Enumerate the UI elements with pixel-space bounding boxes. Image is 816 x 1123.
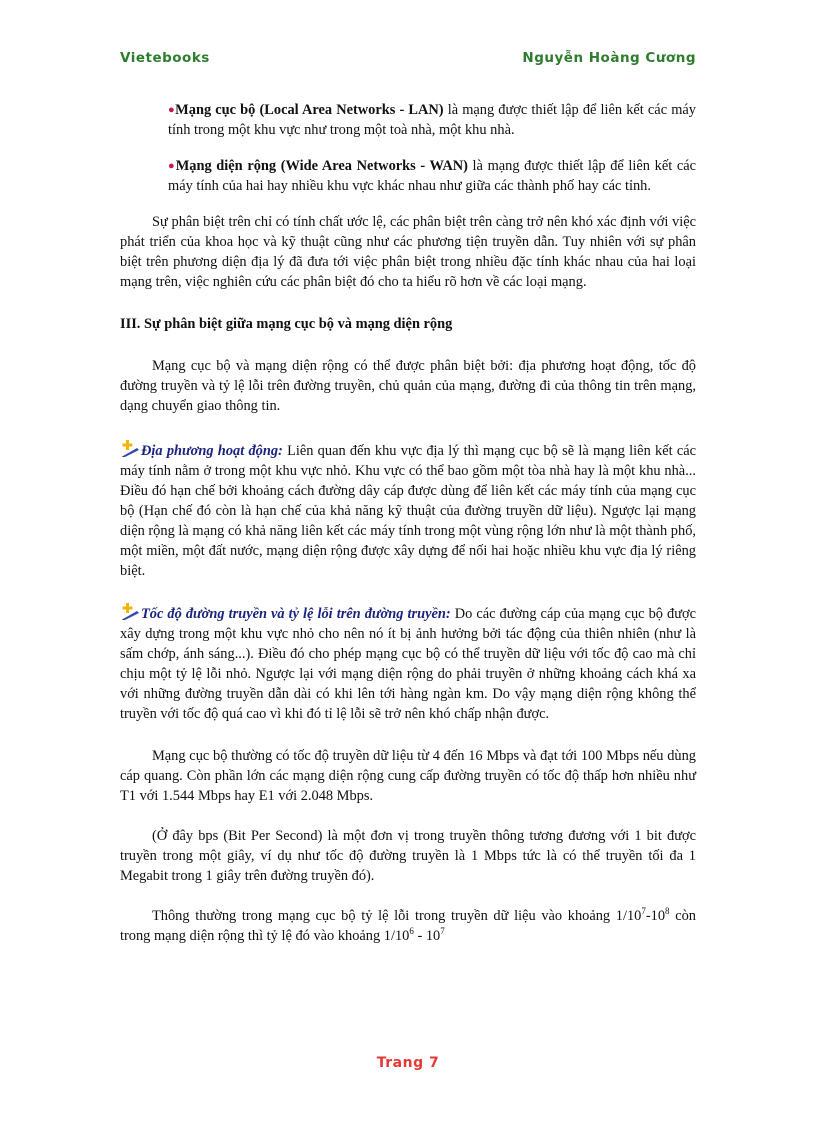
bullet-lan-text: là mạng được thiết lập để liên kết các máy tính trong một khu vực như trong một toà nhà, một khu nhà. [168, 102, 696, 138]
bullet-lan-term: Mạng cục bộ (Local Area Networks - LAN) [175, 102, 444, 118]
error-rate-text-2: -10 [645, 908, 666, 924]
bullet-wan [168, 156, 696, 196]
paragraph-bps-definition: (Ở đây bps (Bit Per Second) là một đơn vị trong truyền thông tương đương với 1 bit được truyền trong một giây, ví dụ như tốc độ đường truyền là 1 Mbps tức là có thể truyền tối đa 1 Megabit trong 1 giây trên đường truyền đó). [120, 828, 696, 884]
paragraph-criteria: Mạng cục bộ và mạng diện rộng có thể được phân biệt bởi: địa phương hoạt động, tốc độ đường truyền và tỷ lệ lỗi trên đường truyền, chủ quản của mạng, đường đi của thông tin trên mạng, dạng chuyển giao thông tin. [120, 358, 696, 414]
error-rate-text-4: - 10 [413, 928, 441, 944]
error-rate-exp-2: 8 [665, 906, 670, 917]
bullet-wan-term: Mạng diện rộng (Wide Area Networks - WAN) [175, 158, 468, 174]
bullet-lan [168, 100, 696, 140]
pencil-plus-icon [120, 440, 140, 457]
section-heading: III. Sự phân biệt giữa mạng cục bộ và mạng diện rộng [120, 316, 453, 332]
pencil-plus-icon [120, 603, 140, 620]
paragraph-error-rate [120, 906, 696, 946]
page-number: Trang 7 [376, 1055, 440, 1071]
page-header [120, 50, 696, 72]
feature-operating-area [120, 440, 696, 581]
feature-speed-error-rate-text: Do các đường cáp của mạng cục bộ được xây dựng trong một khu vực nhỏ cho nên nó ít bị ảnh hưởng bởi tác động của thiên nhiên (như là sấm chớp, ánh sáng...). Điều đó cho phép mạng cục bộ có thể truyền dữ liệu với tốc độ cao mà chỉ chịu một tỷ lệ lỗi nhỏ. Ngược lại với mạng diện rộng do phải truyền ở những khoảng cách khá xa với những đường truyền dẫn dài có khi lên tới hàng ngàn km. Do vậy mạng diện rộng không thể truyền với tốc độ quá cao vì khi đó tỉ lệ lỗi sẽ trở nên khó chấp nhận được. [120, 606, 696, 722]
error-rate-text-3: còn trong mạng diện rộng thì tỷ lệ đó vào khoảng 1/10 [120, 908, 696, 944]
paragraph-distinction: Sự phân biệt trên chỉ có tính chất ước lệ, các phân biệt trên càng trở nên khó xác định với việc phát triển của khoa học và kỹ thuật cũng như các phương tiện truyền dẫn. Tuy nhiên với sự phân biệt trên phương diện địa lý đã đưa tới việc phân biệt trong nhiều đặc tính khác nhau của hai loại mạng trên, việc nghiên cứu các phân biệt đó cho ta hiểu rõ hơn về các loại mạng. [120, 214, 696, 290]
error-rate-exp-4: 7 [440, 926, 445, 937]
error-rate-text-1: Thông thường trong mạng cục bộ tỷ lệ lỗi trong truyền dữ liệu vào khoảng 1/10 [152, 908, 642, 924]
feature-operating-area-text: Liên quan đến khu vực địa lý thì mạng cục bộ sẽ là mạng liên kết các máy tính nằm ở trong một khu vực nhỏ. Khu vực có thể bao gồm một tòa nhà hay là một khu nhà... Điều đó hạn chế bởi khoảng cách đường dây cáp được dùng để liên kết các máy tính của mạng cục bộ (Hạn chế đó còn là hạn chế của khả năng kỹ thuật của đường truyền dữ liệu). Ngược lại mạng diện rộng là mạng có khả năng liên kết các máy tính trong một vùng rộng lớn như là một thành phố, một miền, một đất nước, mạng diện rộng được xây dựng để nối hai hoặc nhiều khu vực địa lý riêng biệt. [120, 443, 696, 579]
error-rate-exp-3: 6 [409, 926, 414, 937]
feature-operating-area-title: Địa phương hoạt động: [141, 443, 283, 459]
bullet-dot-icon: ● [168, 104, 176, 116]
bullet-wan-text: là mạng được thiết lập để liên kết các máy tính của hai hay nhiều khu vực khác nhau như giữa các thành phố hay các tỉnh. [168, 158, 696, 194]
header-author: Nguyễn Hoàng Cương [522, 50, 696, 66]
page-content [120, 100, 696, 960]
paragraph-lan-speed: Mạng cục bộ thường có tốc độ truyền dữ liệu từ 4 đến 16 Mbps và đạt tới 100 Mbps nếu dùng cáp quang. Còn phần lớn các mạng diện rộng cung cấp đường truyền có tốc độ thấp hơn nhiều như T1 với 1.544 Mbps hay E1 với 2.048 Mbps. [120, 748, 696, 804]
feature-speed-error-rate-title: Tốc độ đường truyền và tỷ lệ lỗi trên đường truyền: [141, 606, 451, 622]
header-book-title: Vietebooks [120, 50, 210, 66]
error-rate-exp-1: 7 [641, 906, 646, 917]
feature-speed-error-rate [120, 603, 696, 724]
bullet-dot-icon: ● [168, 160, 176, 172]
